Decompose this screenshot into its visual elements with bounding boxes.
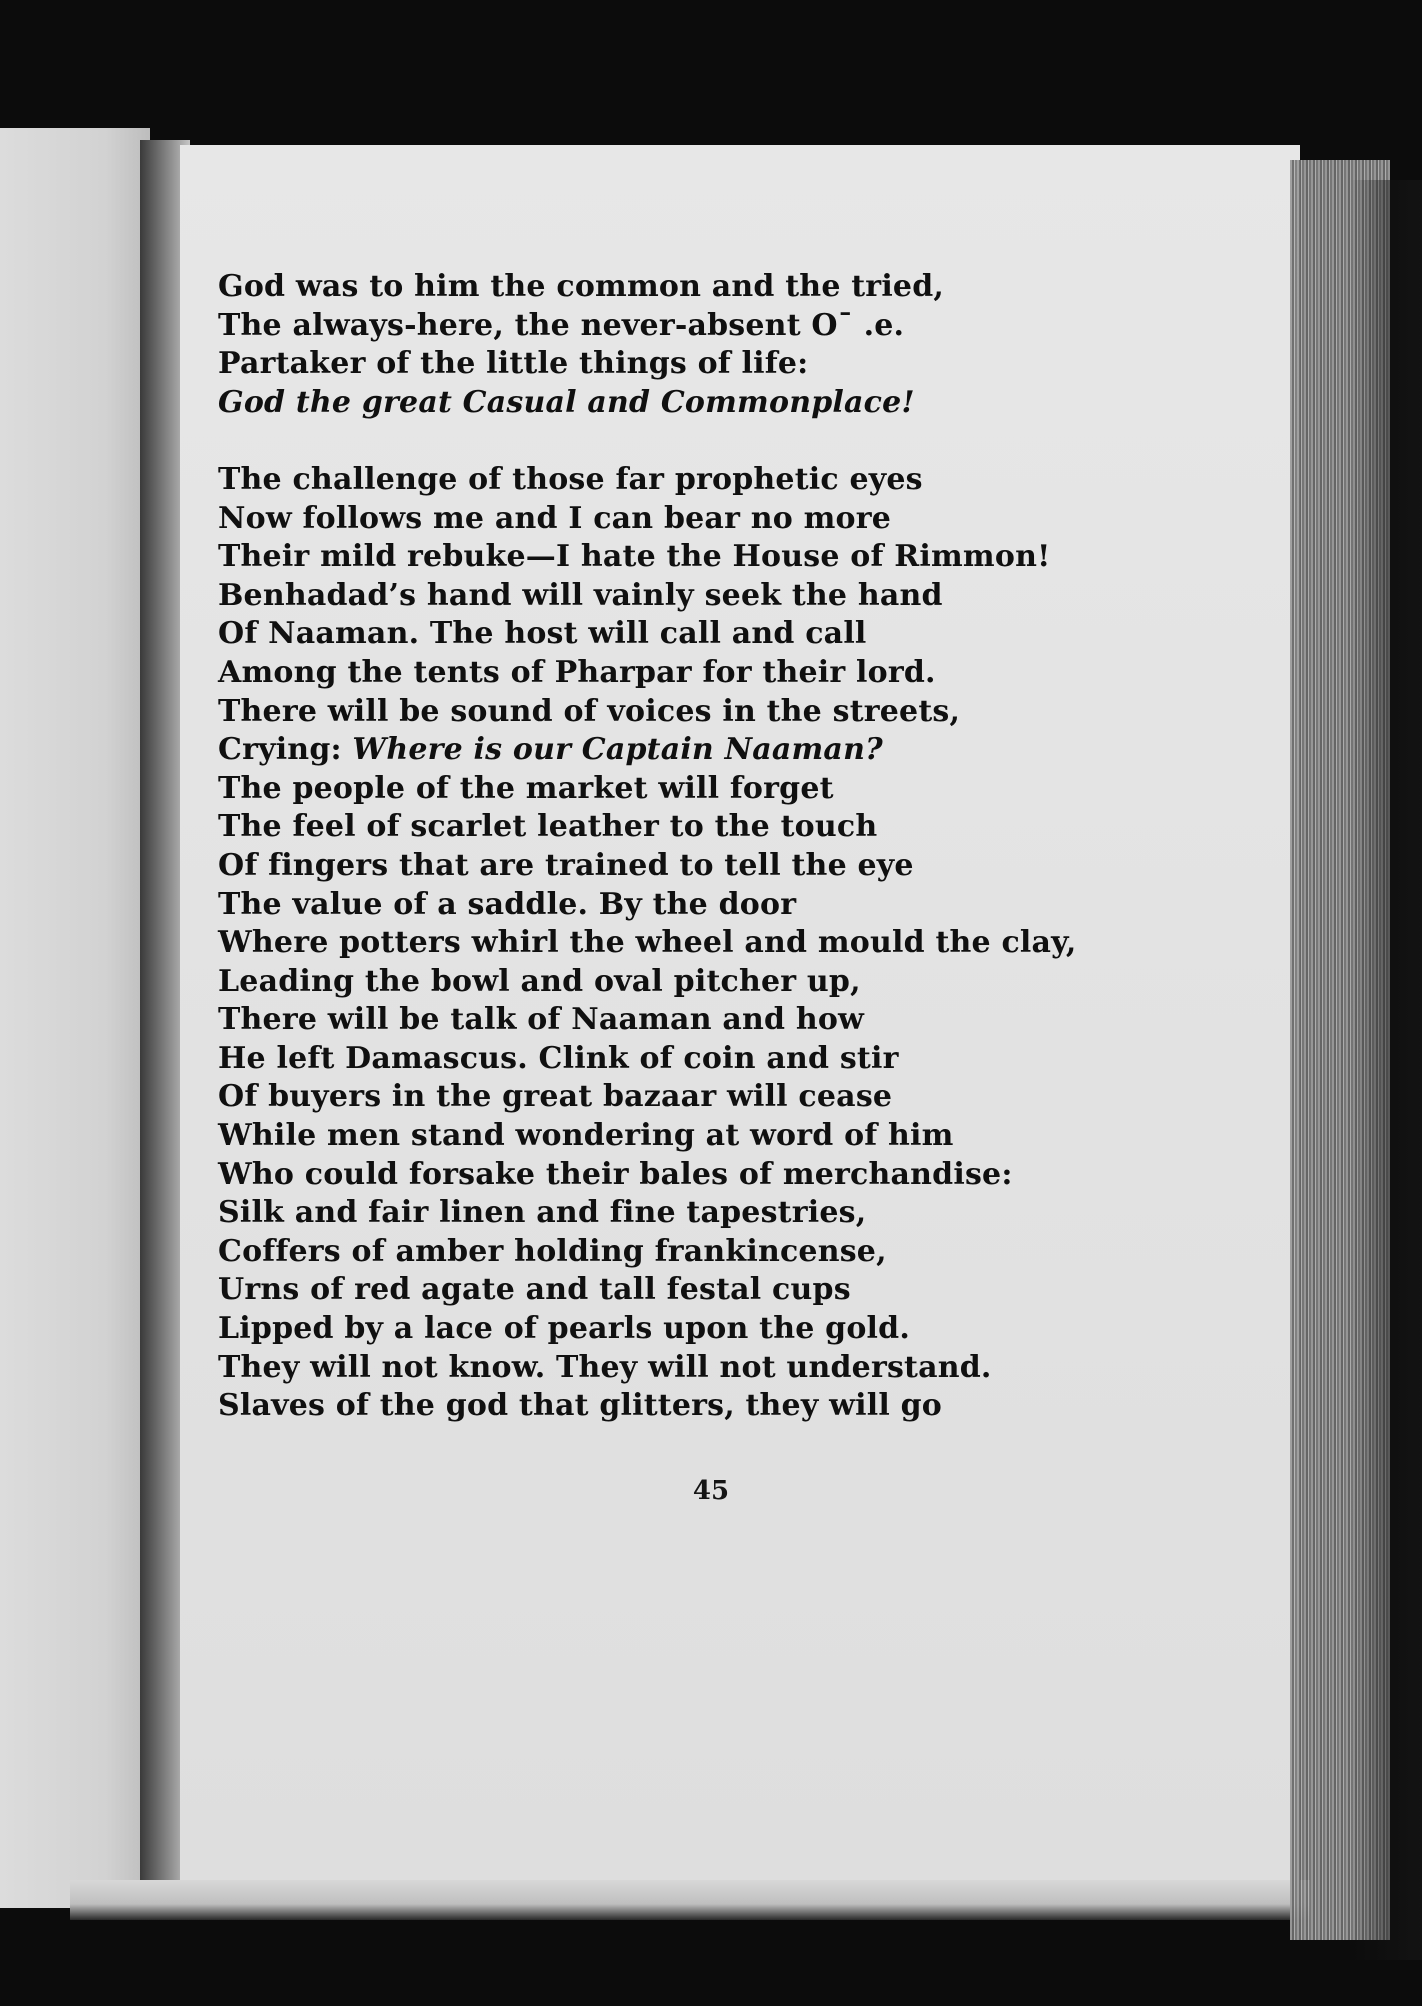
poem-line: Of buyers in the great bazaar will cease (218, 1079, 893, 1115)
poem-text (218, 268, 1278, 1426)
poem-line: They will not know. They will not understand. (218, 1349, 992, 1385)
poem-line: God was to him the common and the tried, (218, 269, 945, 304)
italic-quote: Where is our Captain Naaman? (352, 732, 883, 768)
poem-line: Silk and fair linen and fine tapestries, (218, 1195, 867, 1231)
poem-line: Of Naaman. The host will call and call (218, 616, 867, 652)
poem-line: Slaves of the god that glitters, they will go (218, 1388, 942, 1424)
poem-line: He left Damascus. Clink of coin and stir (218, 1040, 899, 1076)
poem-line: Leading the bowl and oval pitcher up, (218, 963, 861, 999)
fore-edge-shadow (1350, 180, 1422, 1960)
poem-line: There will be talk of Naaman and how (218, 1002, 865, 1038)
page-bottom-shadow (70, 1880, 1310, 1920)
poem-line: The challenge of those far prophetic eyes (218, 461, 923, 497)
poem-line: The people of the market will forget (218, 770, 834, 806)
poem-line: Lipped by a lace of pearls upon the gold. (218, 1311, 910, 1347)
poem-line: Where potters whirl the wheel and mould the clay, (218, 925, 1077, 961)
poem-line: The value of a saddle. By the door (218, 886, 797, 922)
page-number: 45 (692, 1476, 730, 1506)
line-prefix: Crying: (218, 732, 353, 768)
poem-line: Of fingers that are trained to tell the eye (218, 847, 914, 883)
poem-line: Their mild rebuke—I hate the House of Rimmon! (218, 539, 1051, 575)
poem-line: The always-here, the never-absent Oˉ .e. (218, 307, 905, 343)
poem-line: While men stand wondering at word of him (218, 1118, 954, 1154)
poem-line-mixed (218, 731, 1278, 770)
poem-line: Now follows me and I can bear no more (218, 500, 892, 536)
poem-line: Who could forsake their bales of merchandise: (218, 1156, 1013, 1192)
poem-line: Among the tents of Pharpar for their lord. (218, 654, 936, 690)
poem-line: Coffers of amber holding frankincense, (218, 1233, 887, 1269)
poem-line: Partaker of the little things of life: (218, 346, 809, 382)
poem-line: The feel of scarlet leather to the touch (218, 809, 878, 845)
poem-line: Benhadad’s hand will vainly seek the hand (218, 577, 943, 613)
poem-line: There will be sound of voices in the streets, (218, 693, 961, 729)
stanza-break (218, 422, 1278, 461)
poem-line: Urns of red agate and tall festal cups (218, 1272, 851, 1308)
facing-page-edge (0, 128, 150, 1908)
poem-line-italic: God the great Casual and Commonplace! (218, 384, 915, 420)
